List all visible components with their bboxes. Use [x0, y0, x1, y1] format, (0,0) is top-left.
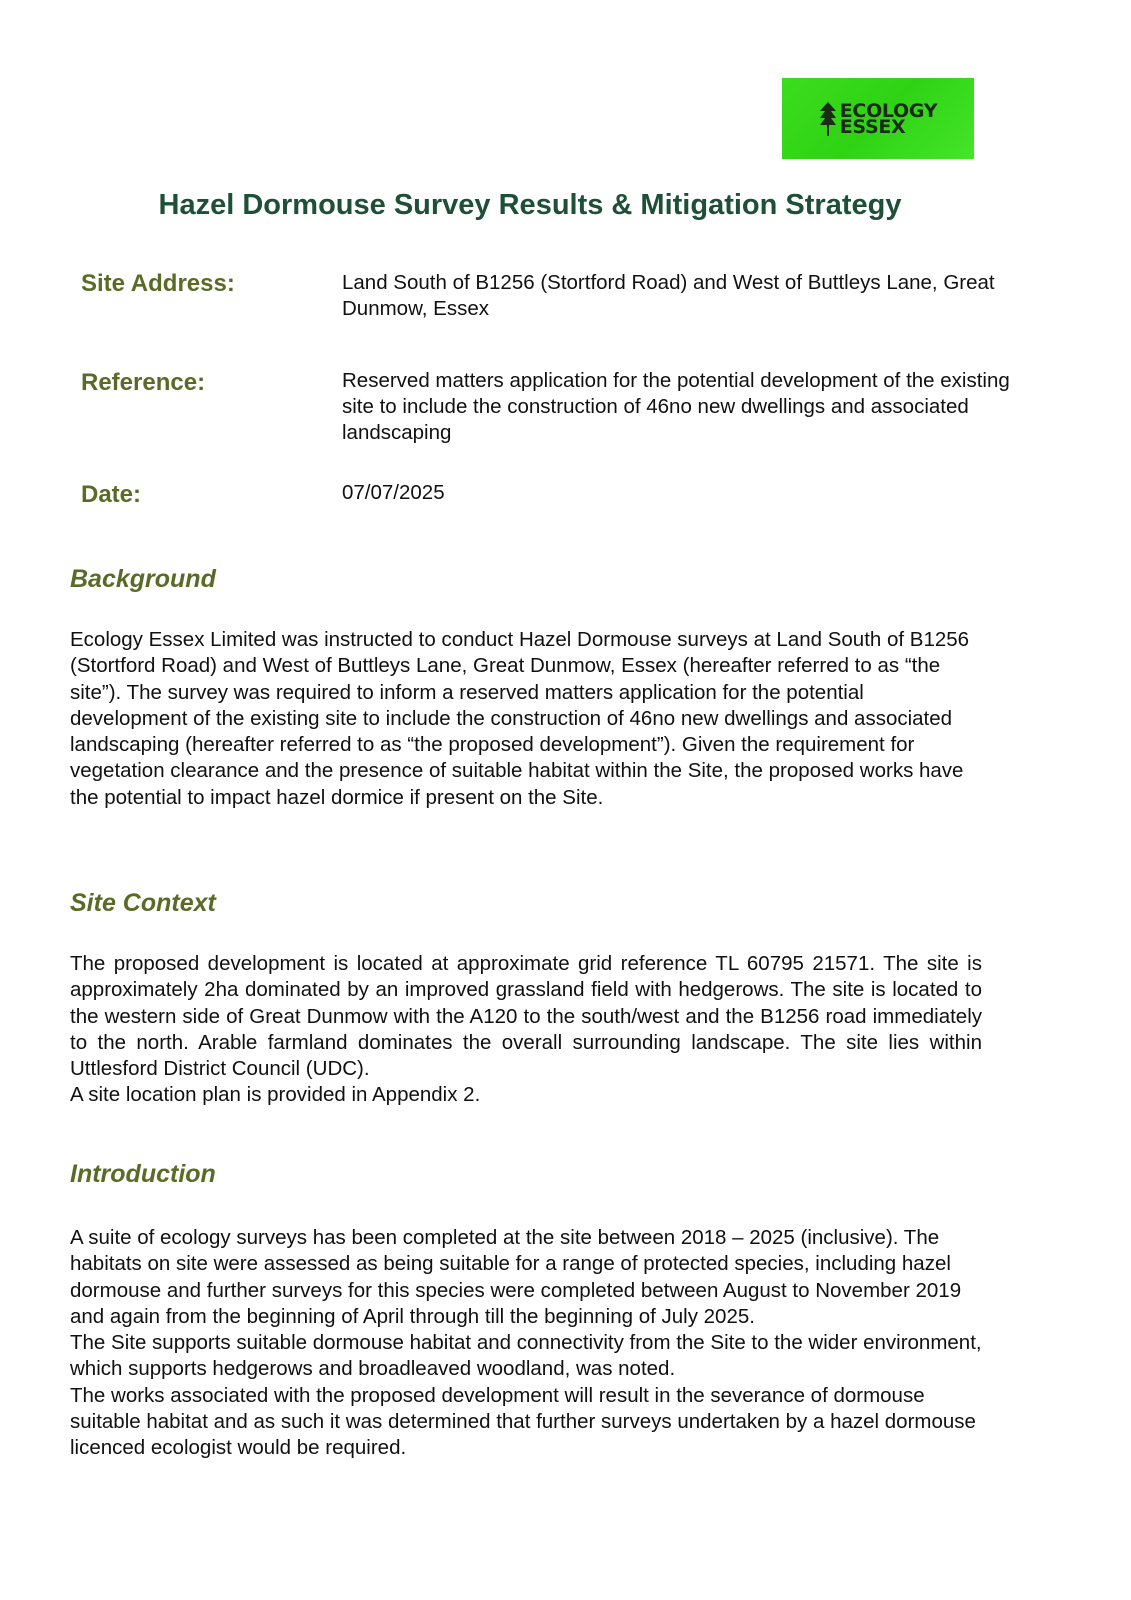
introduction-text-2: The Site supports suitable dormouse habitat and connectivity from the Site to the wider environment, which supports hedgerows and broadleaved woodland, was noted. [70, 1331, 982, 1381]
ecology-essex-logo [782, 78, 974, 159]
introduction-paragraph [70, 1225, 982, 1462]
site-context-paragraph [70, 951, 982, 1109]
logo-line-1: ECOLOGY [839, 99, 938, 122]
logo-wordmark [839, 99, 938, 138]
site-address-label: Site Address: [81, 270, 235, 297]
tree-icon [819, 101, 837, 137]
logo-content [819, 101, 938, 137]
introduction-text-1: A suite of ecology surveys has been completed at the site between 2018 – 2025 (inclusive). The habitats on site were assessed as being suitable for a range of protected species, including hazel dormouse and further surveys for this species were completed between August to November 2019 and again from the beginning of April through till the beginning of July 2025. [70, 1226, 962, 1328]
reference-label: Reference: [81, 369, 206, 396]
logo-line-2: ESSEX [839, 115, 906, 138]
background-text: Ecology Essex Limited was instructed to conduct Hazel Dormouse surveys at Land South of B1256 (Stortford Road) and West of Buttleys Lane, Great Dunmow, Essex (hereafter referred to as “the site”). The survey was required to inform a reserved matters application for the potential development of the existing site to include the construction of 46no new dwellings and associated landscaping (hereafter referred to as “the proposed development”). Given the requirement for vegetation clearance and the presence of suitable habitat within the Site, the proposed works have the potential to impact hazel dormice if present on the Site. [70, 628, 970, 809]
background-heading: Background [70, 565, 216, 593]
site-address-value: Land South of B1256 (Stortford Road) and West of Buttleys Lane, Great Dunmow, Essex [342, 271, 995, 320]
background-paragraph [70, 627, 982, 811]
date-label: Date: [81, 481, 142, 508]
introduction-text-3: The works associated with the proposed development will result in the severance of dormouse suitable habitat and as such it was determined that further surveys undertaken by a hazel dormouse licenced ecologist would be required. [70, 1383, 976, 1460]
site-context-appendix-note: A site location plan is provided in Appendix 2. [70, 1083, 481, 1107]
site-context-heading: Site Context [70, 889, 216, 917]
site-context-text: The proposed development is located at approximate grid reference TL 60795 21571. The site is approximately 2ha dominated by an improved grassland field with hedgerows. The site is located to the western side of Great Dunmow with the A120 to the south/west and the B1256 road immediately to the north. Arable farmland dominates the overall surrounding landscape. The site lies within Uttlesford District Council (UDC). [70, 952, 982, 1081]
document-title: Hazel Dormouse Survey Results & Mitigation Strategy [158, 189, 902, 221]
reference-value: Reserved matters application for the potential development of the existing site to include the construction of 46no new dwellings and associated landscaping [342, 369, 1010, 444]
date-value: 07/07/2025 [342, 481, 445, 504]
introduction-heading: Introduction [70, 1160, 216, 1188]
